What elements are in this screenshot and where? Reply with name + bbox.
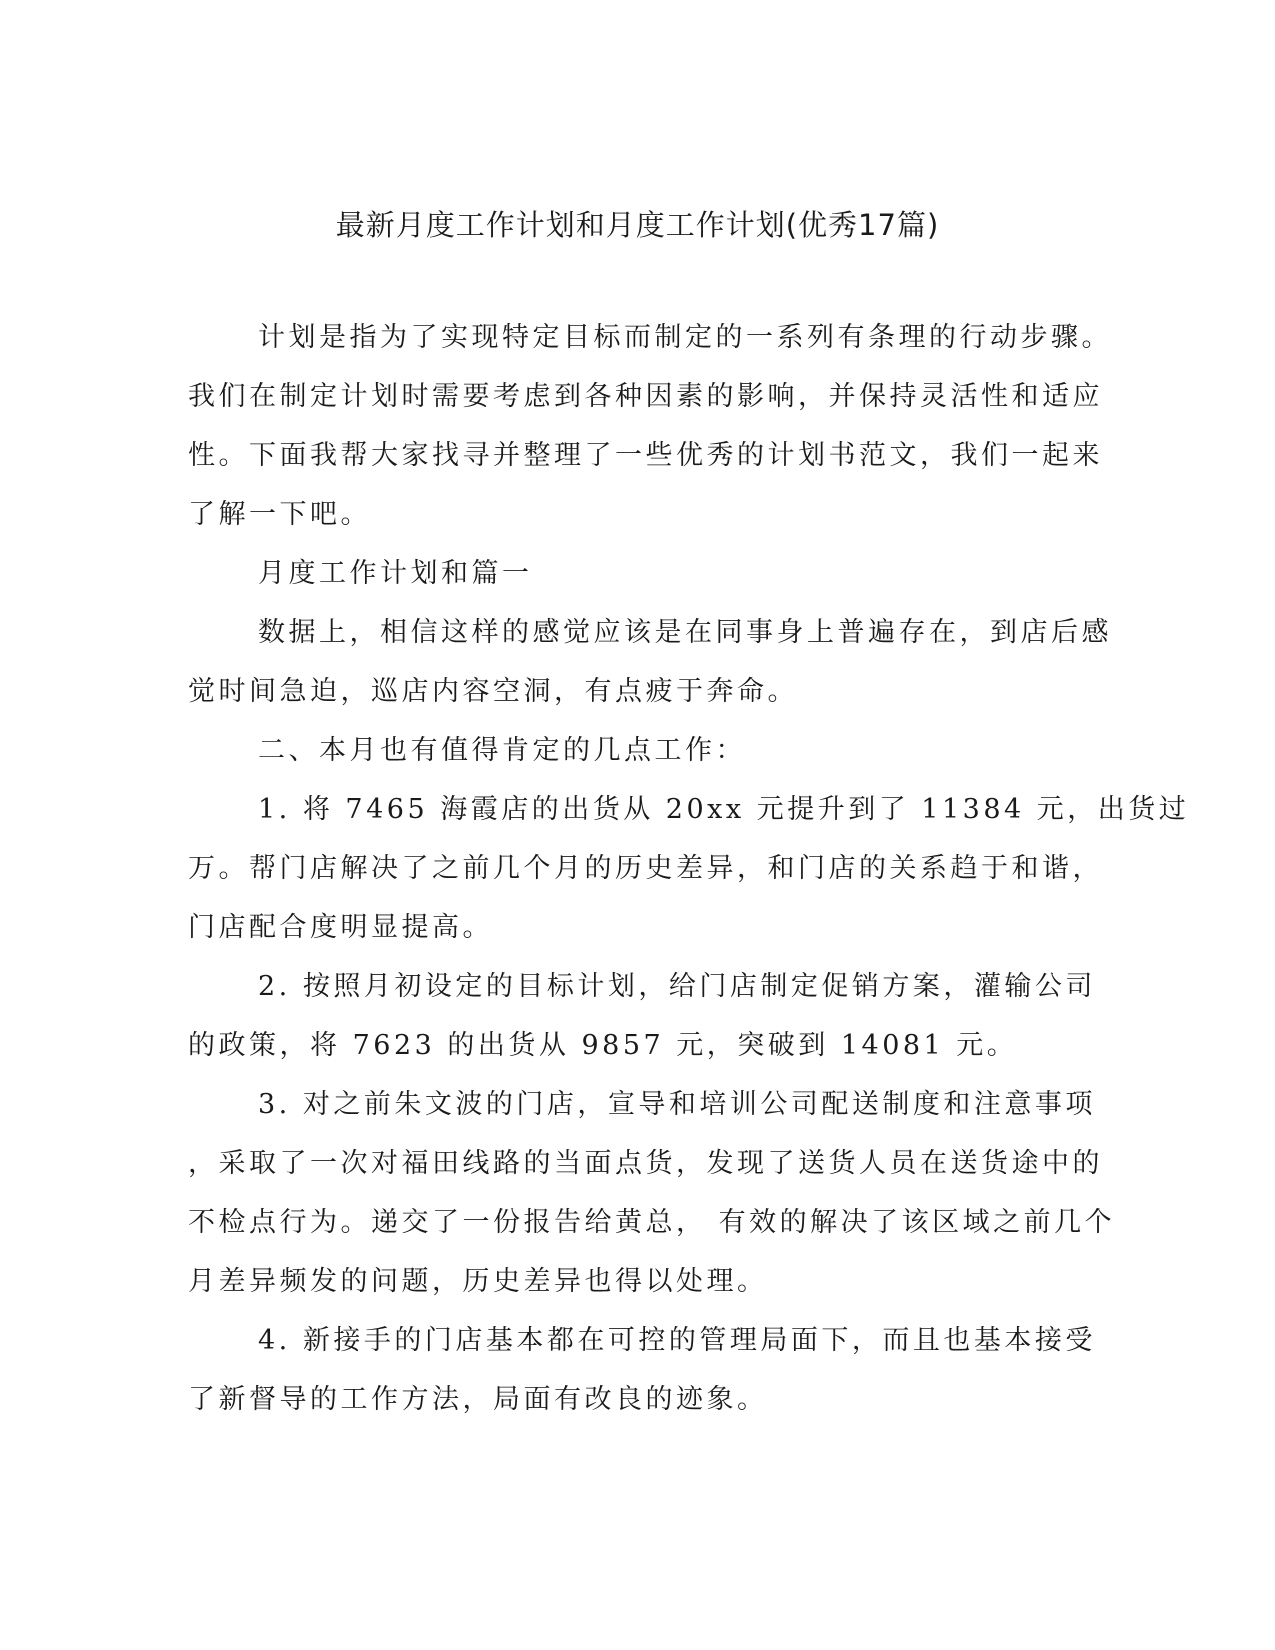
- list-item-1-line: 万。帮门店解决了之前几个月的历史差异，和门店的关系趋于和谐，: [188, 853, 1103, 884]
- document-title: 最新月度工作计划和月度工作计划(优秀17篇): [335, 208, 940, 242]
- paragraph-line: 数据上，相信这样的感觉应该是在同事身上普遍存在，到店后感: [258, 617, 1112, 648]
- paragraph-line: 计划是指为了实现特定目标而制定的一系列有条理的行动步骤。: [258, 322, 1112, 353]
- paragraph-line: 我们在制定计划时需要考虑到各种因素的影响，并保持灵活性和适应: [188, 381, 1103, 412]
- paragraph-line: 性。下面我帮大家找寻并整理了一些优秀的计划书范文，我们一起来: [188, 440, 1103, 471]
- list-item-4-line: 4. 新接手的门店基本都在可控的管理局面下，而且也基本接受: [258, 1325, 1096, 1356]
- subsection-heading: 二、本月也有值得肯定的几点工作：: [258, 735, 746, 766]
- list-item-2-line: 的政策，将 7623 的出货从 9857 元，突破到 14081 元。: [188, 1030, 1018, 1061]
- list-item-3-line: 3. 对之前朱文波的门店，宣导和培训公司配送制度和注意事项: [258, 1089, 1096, 1120]
- list-item-3-line: 不检点行为。递交了一份报告给黄总， 有效的解决了该区域之前几个: [188, 1207, 1116, 1238]
- list-item-3-line: ，采取了一次对福田线路的当面点货，发现了送货人员在送货途中的: [188, 1148, 1103, 1179]
- section-heading: 月度工作计划和篇一: [258, 558, 533, 589]
- list-item-1-line: 1. 将 7465 海霞店的出货从 20xx 元提升到了 11384 元，出货过: [258, 794, 1190, 825]
- paragraph-line: 觉时间急迫，巡店内容空洞，有点疲于奔命。: [188, 676, 798, 707]
- list-item-1-line: 门店配合度明显提高。: [188, 912, 493, 943]
- paragraph-line: 了解一下吧。: [188, 499, 371, 530]
- list-item-2-line: 2. 按照月初设定的目标计划，给门店制定促销方案，灌输公司: [258, 971, 1096, 1002]
- list-item-3-line: 月差异频发的问题，历史差异也得以处理。: [188, 1266, 768, 1297]
- list-item-4-line: 了新督导的工作方法，局面有改良的迹象。: [188, 1384, 768, 1415]
